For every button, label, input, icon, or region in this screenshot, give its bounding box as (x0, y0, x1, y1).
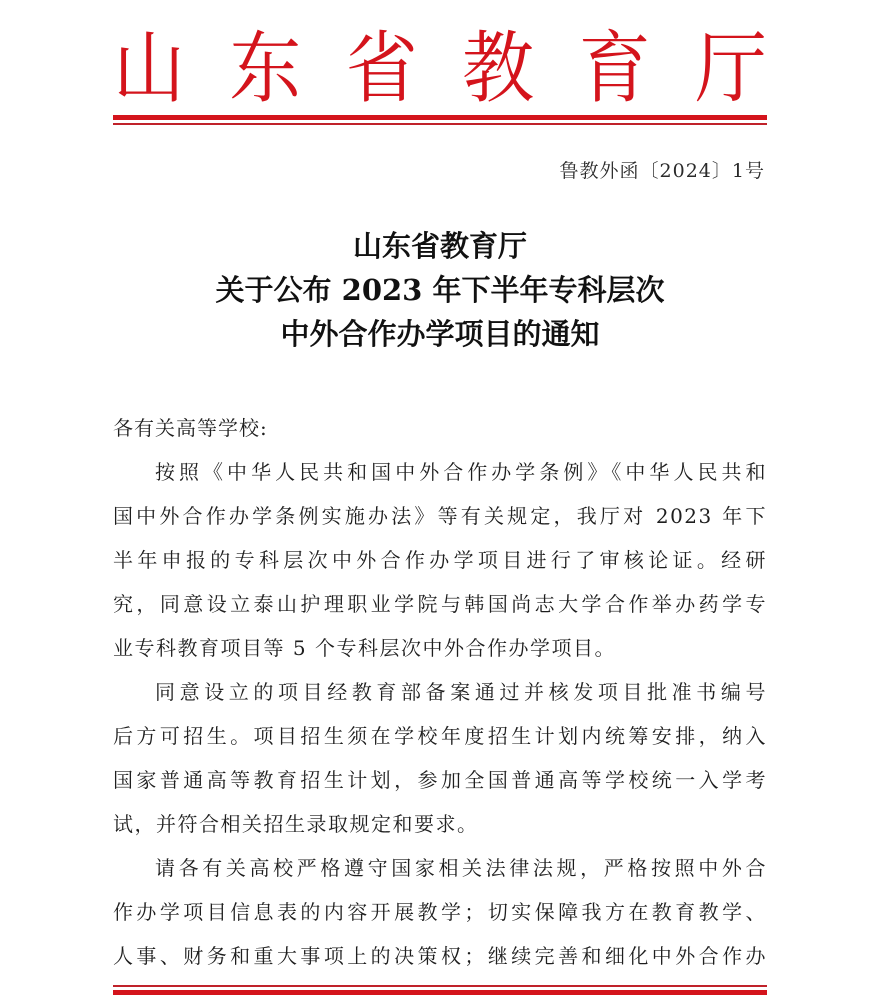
paragraph-line: 作办学项目信息表的内容开展教学；切实保障我方在教育教学、 (113, 900, 767, 924)
footer-rule-thick (113, 990, 767, 995)
paragraph-line: 人事、财务和重大事项上的决策权；继续完善和细化中外合作办 (113, 944, 767, 968)
paragraph-2 (113, 670, 767, 846)
masthead-char: 厅 (694, 22, 767, 114)
masthead-title (113, 22, 767, 114)
title-line: 山东省教育厅 (352, 229, 527, 263)
paragraph-line: 后方可招生。项目招生须在学校年度招生计划内统筹安排，纳入 (113, 724, 767, 748)
paragraph-3 (113, 846, 767, 978)
masthead-char: 东 (229, 22, 302, 114)
document-body (113, 406, 767, 978)
paragraph-line: 请各有关高校严格遵守国家相关法律法规，严格按照中外合 (155, 856, 767, 880)
document-title (113, 224, 767, 356)
masthead-char: 教 (462, 22, 535, 114)
title-line: 关于公布 2023 年下半年专科层次 (215, 273, 665, 307)
paragraph-line: 国家普通高等教育招生计划，参加全国普通高等学校统一入学考 (113, 768, 767, 792)
paragraph-line: 国中外合作办学条例实施办法》等有关规定，我厅对 2023 年下 (113, 504, 767, 528)
masthead-char: 育 (578, 22, 651, 114)
salutation: 各有关高等学校: (113, 416, 268, 440)
paragraph-line: 究，同意设立泰山护理职业学院与韩国尚志大学合作举办药学专 (113, 592, 767, 616)
paragraph-line: 半年申报的专科层次中外合作办学项目进行了审核论证。经研 (113, 548, 767, 572)
paragraph-1 (113, 450, 767, 670)
paragraph-line: 同意设立的项目经教育部备案通过并核发项目批准书编号 (155, 680, 767, 704)
paragraph-line: 业专科教育项目等 5 个专科层次中外合作办学项目。 (113, 636, 616, 660)
paragraph-line: 按照《中华人民共和国中外合作办学条例》《中华人民共和 (155, 460, 767, 484)
masthead-char: 省 (345, 22, 418, 114)
document-number: 鲁教外函〔2024〕1号 (559, 160, 765, 182)
footer-rule-thin (113, 985, 767, 987)
masthead-char: 山 (113, 22, 186, 114)
masthead-rule-thick (113, 115, 767, 120)
paragraph-line: 试，并符合相关招生录取规定和要求。 (113, 812, 479, 836)
title-line: 中外合作办学项目的通知 (280, 317, 600, 351)
masthead-rule-thin (113, 123, 767, 125)
